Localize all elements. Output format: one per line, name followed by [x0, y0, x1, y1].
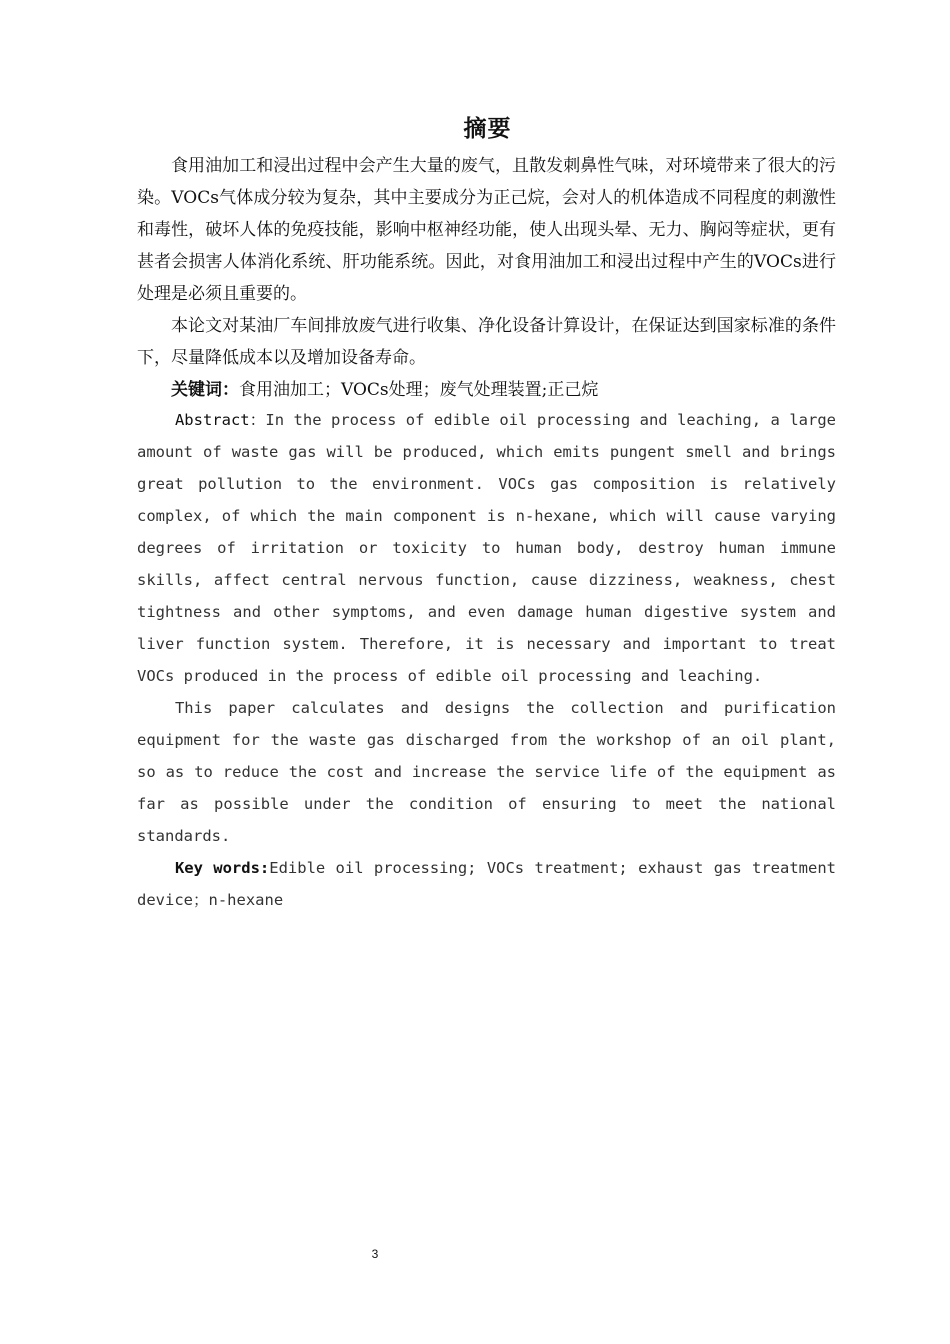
- english-keywords-label: Key words:: [174, 859, 270, 877]
- chinese-keywords: [137, 374, 836, 406]
- english-keywords-text: Edible oil processing; VOCs treatment; exhaust gas treatment device；n-hexane: [137, 859, 836, 909]
- english-abstract: [137, 404, 836, 916]
- page-title: 摘要: [463, 116, 512, 142]
- english-abstract-paragraph-1: [137, 404, 836, 692]
- chinese-abstract: [137, 150, 836, 406]
- chinese-abstract-paragraph-1: 食用油加工和浸出过程中会产生大量的废气，且散发刺鼻性气味，对环境带来了很大的污染。VOCs气体成分较为复杂，其中主要成分为正己烷，会对人的机体造成不同程度的刺激性和毒性，破坏人体的免疫技能，影响中枢神经功能，使人出现头晕、无力、胸闷等症状，更有甚者会损害人体消化系统、肝功能系统。因此，对食用油加工和浸出过程中产生的VOCs进行处理是必须且重要的。: [137, 156, 836, 304]
- english-abstract-label: Abstract：: [174, 411, 266, 429]
- english-abstract-paragraph-2: This paper calculates and designs the collection and purification equipment for the waste gas discharged from the workshop of an oil plant, so as to reduce the cost and increase the service life of the equipment as far as possible under the condition of ensuring to meet the national standards.: [137, 699, 836, 845]
- chinese-abstract-paragraph-2: 本论文对某油厂车间排放废气进行收集、净化设备计算设计，在保证达到国家标准的条件下，尽量降低成本以及增加设备寿命。: [137, 316, 836, 368]
- chinese-keywords-label: 关键词：: [171, 380, 239, 400]
- english-abstract-text-1: In the process of edible oil processing and leaching, a large amount of waste gas will be produced, which emits pungent smell and brings great pollution to the environment. VOCs gas composition is relatively complex, of which the main component is n-hexane, which will cause varying degrees of irritation or toxicity to human body, destroy human immune skills, affect central nervous function, cause dizziness, weakness, chest tightness and other symptoms, and even damage human digestive system and liver function system. Therefore, it is necessary and important to treat VOCs produced in the process of edible oil processing and leaching.: [137, 411, 836, 685]
- chinese-keywords-text: 食用油加工；VOCs处理；废气处理装置;正己烷: [239, 380, 599, 400]
- english-keywords: [137, 852, 836, 916]
- page-number: 3: [371, 1247, 379, 1261]
